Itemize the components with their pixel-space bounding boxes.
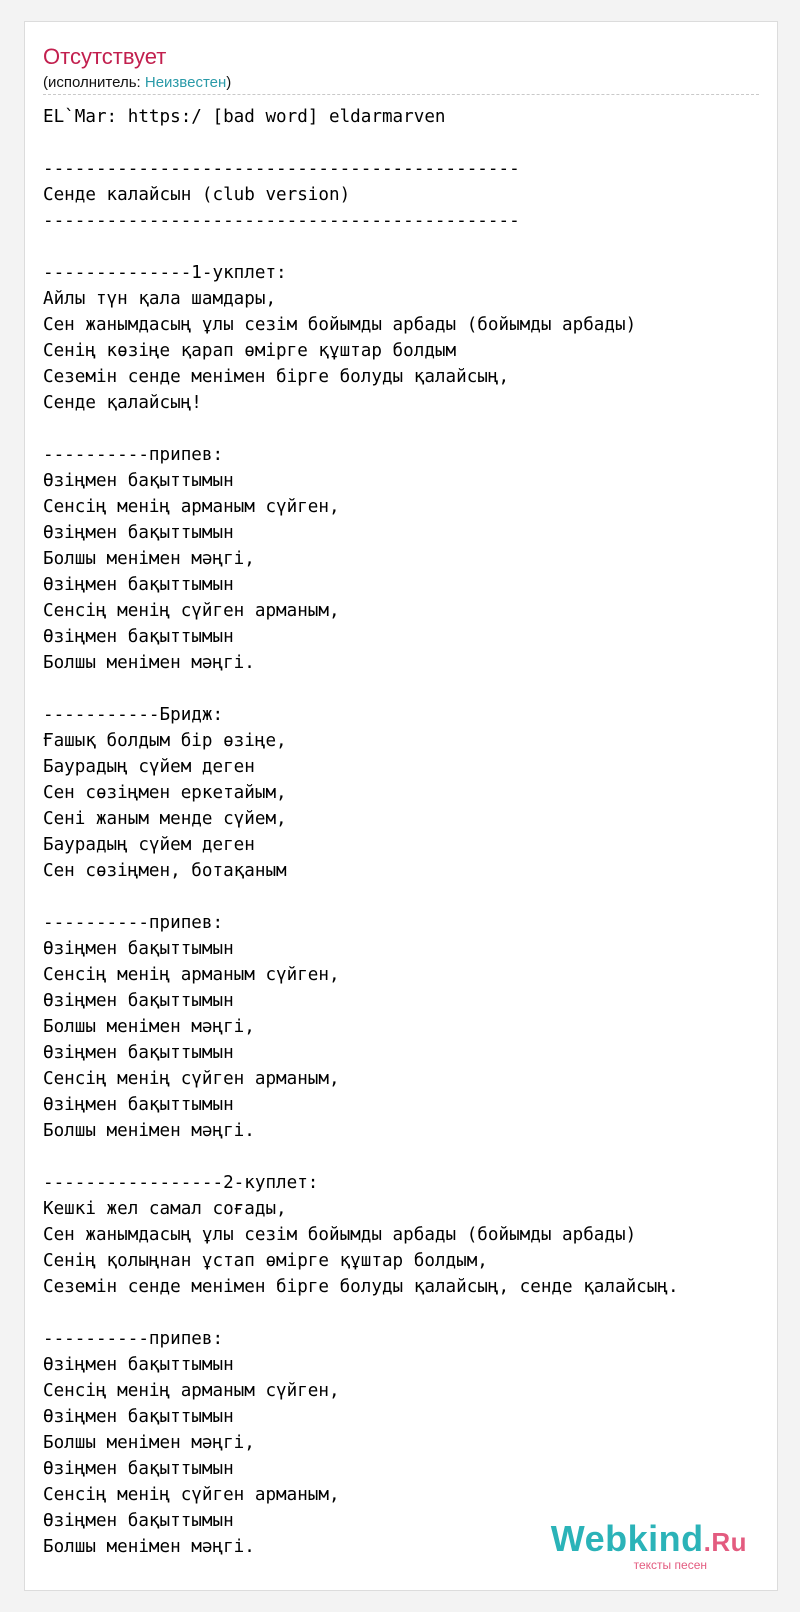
artist-prefix: (исполнитель:: [43, 74, 145, 91]
artist-link[interactable]: Неизвестен: [144, 74, 227, 91]
lyrics-card: [24, 21, 778, 1591]
logo-tld: Ru: [711, 1527, 747, 1557]
logo-name: Webkind: [550, 1518, 704, 1559]
site-logo[interactable]: [550, 1518, 747, 1572]
artist-suffix: ): [226, 74, 232, 91]
logo-subtitle: тексты песен: [633, 1558, 707, 1572]
divider: [43, 94, 759, 95]
song-title: Отсутствует: [43, 44, 167, 69]
lyrics-text: EL`Mar: https:/ [bad word] eldarmarven --------------------------------------------- Сенде калайсын (club version) --------------------------------------------- --------------1-укплет: Айлы түн қала шамдары, Сен жанымдасың ұлы сезім бойымды арбады (бойымды арбады) Сенің көзіңе қарап өмірге құштар болдым Сеземін сенде менімен бірге болуды қалайсың, Сенде қалайсың! ----------припев: Өзіңмен бақыттымын Сенсің менің арманым сүйген, Өзіңмен бақыттымын Болшы менімен мәңгі, Өзіңмен бақыттымын Сенсің менің сүйген арманым, Өзіңмен бақыттымын Болшы менімен мәңгі. -----------Бридж: Ғашық болдым бір өзіңе, Баурадың сүйем деген Сен сөзіңмен еркетайым, Сені жаным менде сүйем, Баурадың сүйем деген Сен сөзіңмен, ботақаным ----------припев: Өзіңмен бақыттымын Сенсің менің арманым сүйген, Өзіңмен бақыттымын Болшы менімен мәңгі, Өзіңмен бақыттымын Сенсің менің сүйген арманым, Өзіңмен бақыттымын Болшы менімен мәңгі. -----------------2-куплет: Кешкі жел самал соғады, Сен жанымдасың ұлы сезім бойымды арбады (бойымды арбады) Сенің қолыңнан ұстап өмірге құштар болдым, Сеземін сенде менімен бірге болуды қалайсың, сенде қалайсың. ----------припев: Өзіңмен бақыттымын Сенсің менің арманым сүйген, Өзіңмен бақыттымын Болшы менімен мәңгі, Өзіңмен бақыттымын Сенсің менің сүйген арманым, Өзіңмен бақыттымын Болшы менімен мәңгі.: [43, 107, 679, 1557]
logo-wordmark: [550, 1518, 747, 1560]
artist-line: [43, 74, 231, 91]
logo-dot: .: [703, 1527, 712, 1557]
